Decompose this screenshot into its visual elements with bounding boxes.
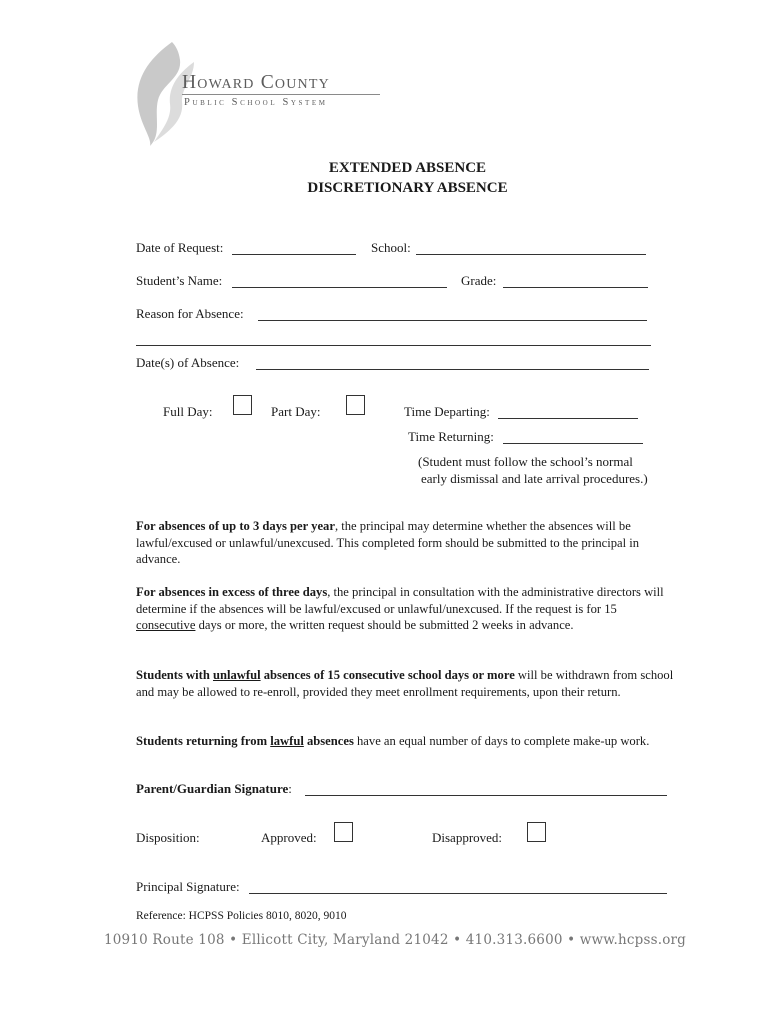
disapproved-checkbox[interactable]	[527, 822, 546, 842]
full-day-checkbox[interactable]	[233, 395, 252, 415]
disposition-label: Disposition:	[136, 830, 200, 845]
parent-signature-label-text: Parent/Guardian Signature	[136, 781, 289, 796]
date-of-request-label: Date of Request:	[136, 240, 224, 255]
dismissal-note-line2: early dismissal and late arrival procedures.)	[421, 471, 648, 486]
policy-paragraph-4	[136, 733, 676, 750]
footer-address: 10910 Route 108 • Ellicott City, Maryland 21042 • 410.313.6600 • www.hcpss.org	[103, 932, 687, 948]
part-day-checkbox[interactable]	[346, 395, 365, 415]
principal-signature-field[interactable]	[249, 893, 667, 894]
policy-4-text: have an equal number of days to complete make-up work.	[353, 734, 650, 748]
reason-field[interactable]	[258, 320, 647, 321]
student-name-field[interactable]	[232, 287, 447, 288]
reason-label: Reason for Absence:	[136, 306, 244, 321]
reason-field-line2[interactable]	[136, 345, 651, 346]
policy-3-text: will be withdrawn from school and may be allowed to re-enroll, provided they meet enrollment requirements, upon their return.	[136, 668, 674, 699]
policy-2-text: , the principal in consultation with the administrative directors will determine if the absences will be lawful/excused or unlawful/unexcused. If the request is for 15	[136, 585, 664, 616]
parent-signature-colon: :	[288, 781, 292, 796]
dates-of-absence-field[interactable]	[256, 369, 649, 370]
policy-2-end: days or more, the written request should be submitted 2 weeks in advance.	[195, 618, 574, 632]
policy-4-bold-b: absences	[303, 734, 354, 748]
grade-label: Grade:	[461, 273, 497, 288]
dates-of-absence-label: Date(s) of Absence:	[136, 355, 240, 370]
parent-signature-field[interactable]	[305, 795, 667, 796]
policy-2-bold: For absences in excess of three days	[136, 585, 328, 599]
logo-divider	[182, 94, 380, 95]
part-day-label: Part Day:	[271, 404, 321, 419]
approved-label: Approved:	[261, 830, 317, 845]
date-of-request-field[interactable]	[232, 254, 356, 255]
policy-paragraph-1	[136, 518, 676, 568]
policy-1-bold: For absences of up to 3 days per year	[136, 519, 335, 533]
hcpss-logo	[132, 38, 392, 148]
policy-paragraph-2	[136, 584, 676, 634]
policy-reference: Reference: HCPSS Policies 8010, 8020, 9010	[136, 910, 347, 922]
parent-signature-label	[136, 781, 292, 797]
disapproved-label: Disapproved:	[432, 830, 503, 845]
full-day-label: Full Day:	[163, 404, 213, 419]
school-field[interactable]	[416, 254, 646, 255]
dismissal-note-line1: (Student must follow the school’s normal	[418, 454, 633, 469]
policy-2-underline: consecutive	[136, 618, 196, 632]
principal-signature-label: Principal Signature:	[136, 879, 240, 894]
school-label: School:	[371, 240, 411, 255]
time-returning-field[interactable]	[503, 443, 643, 444]
time-departing-label: Time Departing:	[404, 404, 490, 419]
policy-3-bold-a: Students with	[136, 668, 213, 682]
policy-3-bold-b: absences of 15 consecutive school days or more	[260, 668, 515, 682]
policy-1-text: , the principal may determine whether the absences will be lawful/excused or unlawful/unexcused. This completed form should be submitted to the principal in advance.	[136, 519, 640, 566]
student-name-label: Student’s Name:	[136, 273, 223, 288]
policy-4-bold-underline: lawful	[270, 734, 304, 748]
form-title-line1: EXTENDED ABSENCE	[328, 160, 487, 176]
grade-field[interactable]	[503, 287, 648, 288]
approved-checkbox[interactable]	[334, 822, 353, 842]
policy-4-bold-a: Students returning from	[136, 734, 271, 748]
time-departing-field[interactable]	[498, 418, 638, 419]
policy-3-bold-underline: unlawful	[212, 668, 261, 682]
policy-paragraph-3	[136, 667, 676, 700]
form-title-line2: DISCRETIONARY ABSENCE	[307, 180, 508, 196]
logo-subtitle: Public School System	[184, 97, 328, 108]
logo-name: Howard County	[182, 72, 330, 93]
time-returning-label: Time Returning:	[408, 429, 494, 444]
